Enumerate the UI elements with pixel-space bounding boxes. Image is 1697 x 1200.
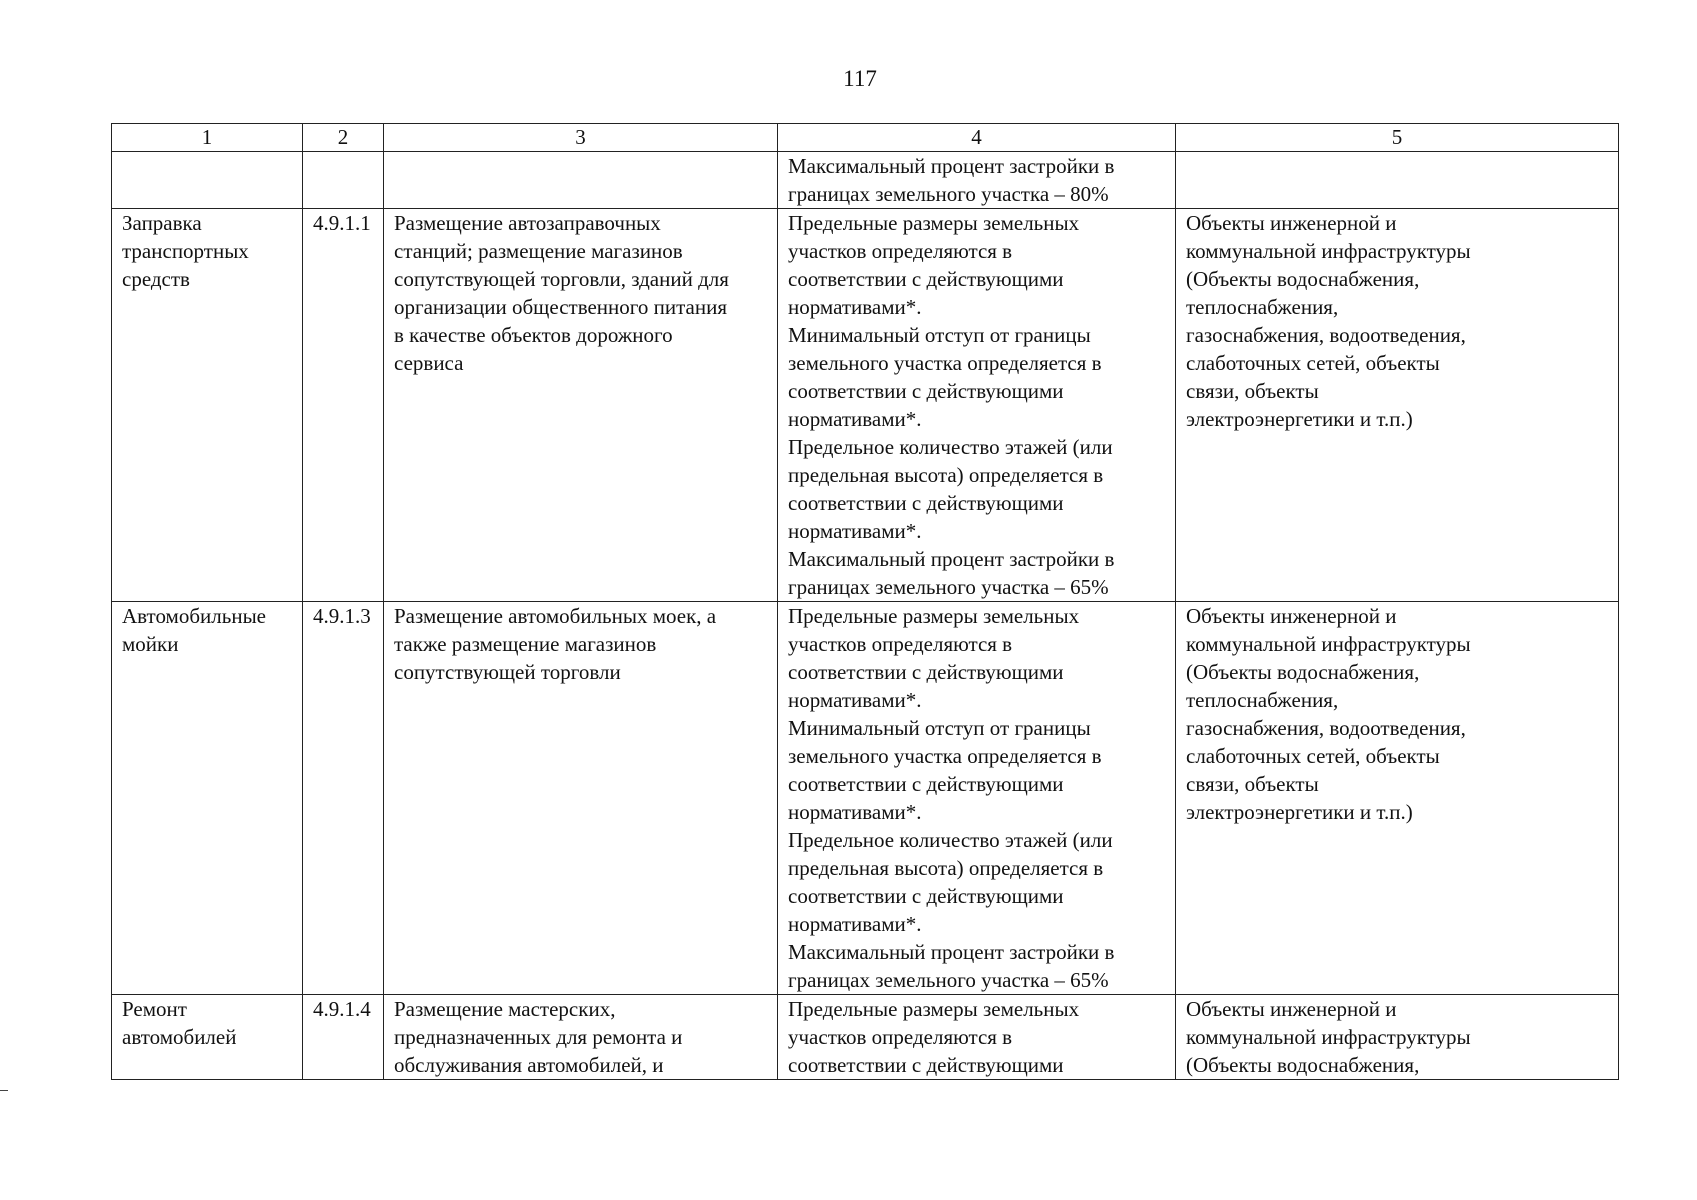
use-name-cell [112, 209, 303, 602]
cell-text-line: нормативами*. [788, 912, 922, 936]
cell-text-line: связи, объекты [1186, 379, 1319, 403]
cell-text-line: теплоснабжения, [1186, 295, 1339, 319]
use-description-cell [384, 152, 778, 209]
cell-text-line: также размещение магазинов [394, 632, 657, 656]
table-row [112, 602, 1619, 995]
use-code-cell: 4.9.1.3 [303, 602, 384, 995]
cell-text-line: Ремонт [122, 997, 187, 1021]
auxiliary-uses-cell [1176, 602, 1619, 995]
use-description-cell [384, 602, 778, 995]
cell-text-line: нормативами*. [788, 407, 922, 431]
use-description-cell [384, 995, 778, 1080]
cell-text-line: предельная высота) определяется в [788, 856, 1104, 880]
cell-text-line: соответствии с действующими [788, 267, 1064, 291]
cell-text-line: предназначенных для ремонта и [394, 1025, 683, 1049]
cell-text-line: соответствии с действующими [788, 1053, 1064, 1077]
cell-text-line: границах земельного участка – 80% [788, 182, 1109, 206]
cell-text-line: связи, объекты [1186, 772, 1319, 796]
auxiliary-uses-cell [1176, 995, 1619, 1080]
column-number-5: 5 [1176, 124, 1619, 152]
cell-text-line: участков определяются в [788, 1025, 1013, 1049]
cell-text-line: Предельные размеры земельных [788, 211, 1080, 235]
cell-text-line: Минимальный отступ от границы [788, 323, 1091, 347]
cell-text-line: Объекты инженерной и [1186, 211, 1397, 235]
cell-text-line: в качестве объектов дорожного [394, 323, 673, 347]
cell-text-line: земельного участка определяется в [788, 744, 1102, 768]
cell-text-line: станций; размещение магазинов [394, 239, 683, 263]
cell-text-line: Предельные размеры земельных [788, 604, 1080, 628]
table-header-row [112, 124, 1619, 152]
use-description-cell [384, 209, 778, 602]
cell-text-line: соответствии с действующими [788, 884, 1064, 908]
use-code-cell: 4.9.1.4 [303, 995, 384, 1080]
use-code-cell [303, 152, 384, 209]
cell-text-line: обслуживания автомобилей, и [394, 1053, 664, 1077]
cell-text-line: газоснабжения, водоотведения, [1186, 716, 1466, 740]
cell-text-line: слаботочных сетей, объекты [1186, 744, 1440, 768]
column-number-4: 4 [778, 124, 1176, 152]
use-name-cell [112, 995, 303, 1080]
parameters-cell [778, 152, 1176, 209]
cell-text-line: Минимальный отступ от границы [788, 716, 1091, 740]
cell-text-line: Максимальный процент застройки в [788, 940, 1115, 964]
column-number-3: 3 [384, 124, 778, 152]
use-name-cell [112, 152, 303, 209]
cell-text-line: Максимальный процент застройки в [788, 154, 1115, 178]
table-row [112, 209, 1619, 602]
cell-text-line: сопутствующей торговли, зданий для [394, 267, 729, 291]
cell-text-line: (Объекты водоснабжения, [1186, 267, 1420, 291]
cell-text-line: мойки [122, 632, 179, 656]
cell-text-line: газоснабжения, водоотведения, [1186, 323, 1466, 347]
cell-text-line: нормативами*. [788, 800, 922, 824]
cell-text-line: участков определяются в [788, 239, 1013, 263]
cell-text-line: (Объекты водоснабжения, [1186, 1053, 1420, 1077]
cell-text-line: границах земельного участка – 65% [788, 575, 1109, 599]
parameters-cell [778, 995, 1176, 1080]
auxiliary-uses-cell [1176, 152, 1619, 209]
cell-text-line: автомобилей [122, 1025, 237, 1049]
table-row [112, 995, 1619, 1080]
cell-text-line: транспортных [122, 239, 249, 263]
cell-text-line: сопутствующей торговли [394, 660, 621, 684]
parameters-cell [778, 209, 1176, 602]
cell-text-line: соответствии с действующими [788, 772, 1064, 796]
cell-text-line: Заправка [122, 211, 202, 235]
cell-text-line: коммунальной инфраструктуры [1186, 1025, 1471, 1049]
cell-text-line: коммунальной инфраструктуры [1186, 239, 1471, 263]
auxiliary-uses-cell [1176, 209, 1619, 602]
cell-text-line: нормативами*. [788, 688, 922, 712]
parameters-cell [778, 602, 1176, 995]
cell-text-line: Размещение мастерских, [394, 997, 616, 1021]
column-number-2: 2 [303, 124, 384, 152]
cell-text-line: нормативами*. [788, 295, 922, 319]
cell-text-line: Размещение автозаправочных [394, 211, 661, 235]
cell-text-line: Размещение автомобильных моек, а [394, 604, 717, 628]
cell-text-line: теплоснабжения, [1186, 688, 1339, 712]
scan-edge-mark [0, 1090, 8, 1091]
cell-text-line: нормативами*. [788, 519, 922, 543]
page-number: 117 [843, 66, 877, 91]
cell-text-line: границах земельного участка – 65% [788, 968, 1109, 992]
cell-text-line: Максимальный процент застройки в [788, 547, 1115, 571]
cell-text-line: Объекты инженерной и [1186, 997, 1397, 1021]
cell-text-line: средств [122, 267, 190, 291]
cell-text-line: слаботочных сетей, объекты [1186, 351, 1440, 375]
cell-text-line: электроэнергетики и т.п.) [1186, 407, 1413, 431]
cell-text-line: коммунальной инфраструктуры [1186, 632, 1471, 656]
column-number-1: 1 [112, 124, 303, 152]
cell-text-line: соответствии с действующими [788, 491, 1064, 515]
zoning-table [111, 123, 1619, 1080]
table-row [112, 152, 1619, 209]
cell-text-line: Объекты инженерной и [1186, 604, 1397, 628]
cell-text-line: земельного участка определяется в [788, 351, 1102, 375]
cell-text-line: Предельные размеры земельных [788, 997, 1080, 1021]
cell-text-line: соответствии с действующими [788, 379, 1064, 403]
use-code-cell: 4.9.1.1 [303, 209, 384, 602]
cell-text-line: организации общественного питания [394, 295, 727, 319]
cell-text-line: предельная высота) определяется в [788, 463, 1104, 487]
cell-text-line: электроэнергетики и т.п.) [1186, 800, 1413, 824]
cell-text-line: Предельное количество этажей (или [788, 828, 1113, 852]
cell-text-line: сервиса [394, 351, 464, 375]
cell-text-line: участков определяются в [788, 632, 1013, 656]
cell-text-line: Автомобильные [122, 604, 266, 628]
cell-text-line: Предельное количество этажей (или [788, 435, 1113, 459]
cell-text-line: (Объекты водоснабжения, [1186, 660, 1420, 684]
cell-text-line: соответствии с действующими [788, 660, 1064, 684]
use-name-cell [112, 602, 303, 995]
